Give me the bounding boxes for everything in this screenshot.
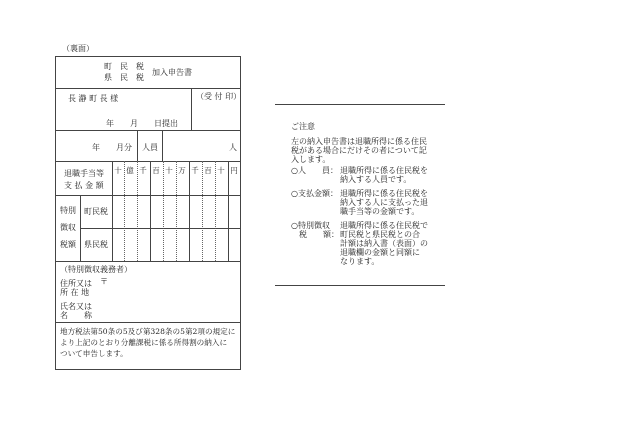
digit-unit: 円 xyxy=(230,166,238,175)
note-term-payment: ○支払金額： xyxy=(291,189,338,198)
note-desc: 職手当等の金額です。 xyxy=(340,207,420,216)
notes-top-rule xyxy=(275,104,445,105)
addressee: 長 瀞 町 長 様 xyxy=(68,94,119,103)
obligor-header: （特別徴収義務者） xyxy=(60,265,132,274)
digit-unit: 千 xyxy=(139,166,147,175)
note-desc: 納入する人に支払った退 xyxy=(340,198,428,207)
note-desc: 退職所得に係る住民税を xyxy=(340,166,428,175)
postal-mark: 〒 xyxy=(100,277,108,286)
digit-unit: 百 xyxy=(152,166,160,175)
divider xyxy=(150,161,151,261)
digit-unit: 億 xyxy=(126,166,134,175)
divider xyxy=(162,130,163,161)
divider xyxy=(56,161,240,162)
note-desc: 計額は納入書（表面）の xyxy=(340,239,428,248)
retirement-pay-label-2: 支 払 金 額 xyxy=(64,181,104,190)
digit-unit: 十 xyxy=(165,166,173,175)
note-desc: 退職所得に係る住民税で xyxy=(340,221,428,230)
law-text-line-3: ついて申告します。 xyxy=(60,349,128,358)
digit-unit: 十 xyxy=(114,166,122,175)
notes-bottom-rule xyxy=(275,285,445,286)
note-term-persons: ○人 員： xyxy=(291,166,338,175)
period-label: 年 月分 xyxy=(92,143,132,152)
digit-separator xyxy=(202,161,203,261)
divider xyxy=(56,261,240,262)
notes-intro-1: 左の納入申告書は退職所得に係る住民 xyxy=(291,137,427,146)
persons-unit: 人 xyxy=(229,143,237,152)
name-label-2: 名 称 xyxy=(60,311,92,320)
notes-title: ご注意 xyxy=(291,122,315,131)
divider xyxy=(56,322,240,323)
notes-intro-2: 税がある場合にだけその者について記 xyxy=(291,146,427,155)
note-desc: なります。 xyxy=(340,257,380,266)
divider xyxy=(137,130,138,161)
note-desc: 退職欄の金額と同額に xyxy=(340,248,420,257)
address-label-2: 所 在 地 xyxy=(60,288,90,297)
special-collection-char-3: 税額 xyxy=(60,240,76,249)
law-text-line-2: より上記のとおり分離課税に係る所得割の納入に xyxy=(60,338,228,347)
digit-separator xyxy=(176,161,177,261)
note-term-special-2: 税 額： xyxy=(291,230,339,239)
divider xyxy=(112,161,113,261)
pref-tax-label: 県民税 xyxy=(84,240,108,249)
divider xyxy=(56,195,240,196)
divider xyxy=(191,88,192,130)
town-tax-title: 町 民 税 xyxy=(104,62,144,71)
digit-unit: 十 xyxy=(217,166,225,175)
note-desc: 退職所得に係る住民税を xyxy=(340,189,428,198)
note-term-special: ○特別徴収 xyxy=(291,221,330,230)
pref-tax-title: 県 民 税 xyxy=(104,73,144,82)
digit-separator xyxy=(137,161,138,261)
digit-unit: 万 xyxy=(178,166,186,175)
digit-separator xyxy=(124,161,125,261)
persons-label: 人員 xyxy=(142,143,158,152)
page-side-label: （裏面） xyxy=(62,44,94,53)
note-desc: 納入する人員です。 xyxy=(340,175,412,184)
form-title: 加入申告書 xyxy=(152,68,192,77)
digit-unit: 千 xyxy=(191,166,199,175)
divider xyxy=(80,228,240,229)
divider xyxy=(189,161,190,261)
special-collection-char-1: 特別 xyxy=(60,206,76,215)
receipt-stamp-label: （受 付 印） xyxy=(196,92,242,101)
divider xyxy=(56,130,240,131)
divider xyxy=(56,88,240,89)
digit-separator xyxy=(163,161,164,261)
note-desc: 町民税と県民税との合 xyxy=(340,230,420,239)
digit-separator xyxy=(215,161,216,261)
notes-intro-3: 入します。 xyxy=(291,155,331,164)
divider xyxy=(228,161,229,261)
law-text-line-1: 地方税法第50条の5及び第328条の5第2項の規定に xyxy=(60,327,236,336)
submission-date: 年 月 日提出 xyxy=(106,119,178,128)
special-collection-char-2: 徴収 xyxy=(60,223,76,232)
name-label: 氏名又は xyxy=(60,302,92,311)
town-tax-label: 町民税 xyxy=(84,207,108,216)
digit-unit: 百 xyxy=(204,166,212,175)
retirement-pay-label-1: 退職手当等 xyxy=(64,169,104,178)
address-label: 住所又は xyxy=(60,279,92,288)
declaration-form xyxy=(55,56,241,370)
